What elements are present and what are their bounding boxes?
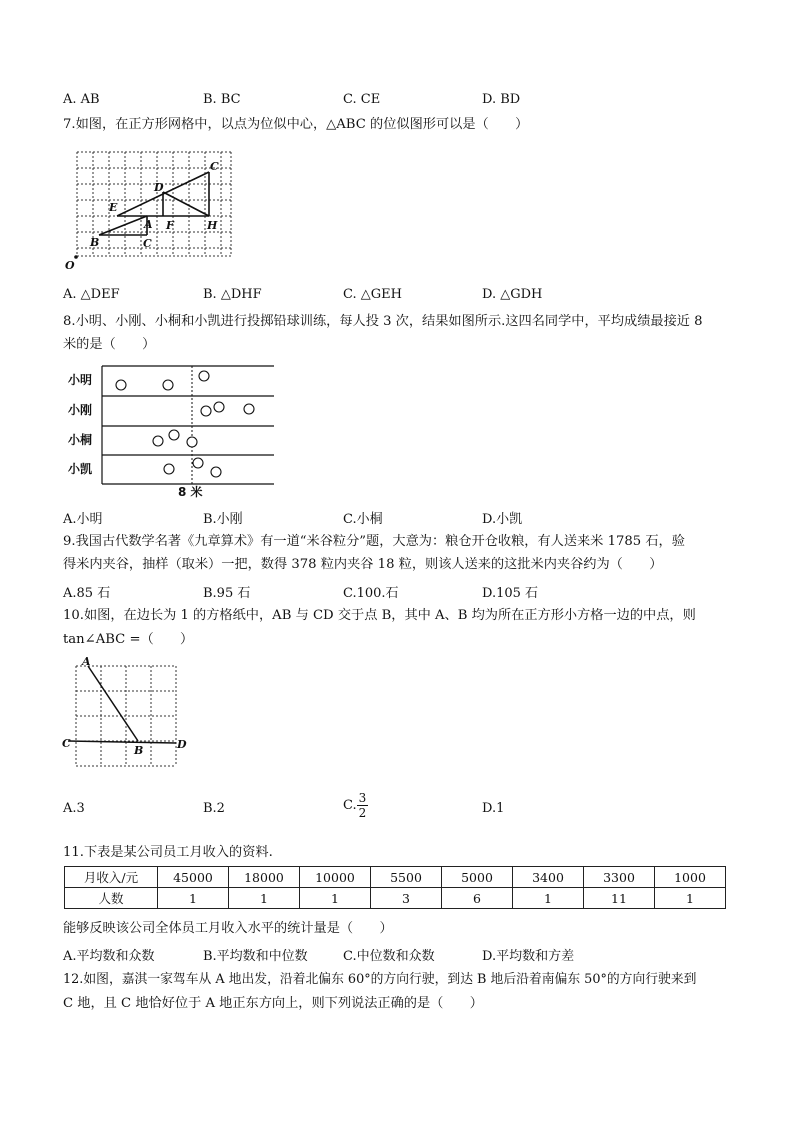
q8-throw-mark (153, 436, 163, 446)
q8-option-a[interactable]: A.小明 (63, 512, 103, 527)
table-row (65, 867, 726, 888)
q11-option-d[interactable]: D.平均数和方差 (482, 949, 575, 964)
q9-option-c[interactable]: C.100.石 (343, 586, 399, 601)
table-cell: 5000 (442, 867, 513, 888)
q10-label-a: A (82, 656, 91, 668)
q7-label-f: F (166, 219, 174, 232)
q9-option-a[interactable]: A.85 石 (63, 586, 111, 601)
table-header-count: 人数 (65, 888, 158, 909)
q10-stem-line2: tan∠ABC =（ ） (63, 632, 194, 647)
q8-throw-mark (163, 380, 173, 390)
q9-option-b[interactable]: B.95 石 (203, 586, 251, 601)
q8-throw-mark (116, 380, 126, 390)
q10-label-b: B (134, 744, 144, 757)
q6-option-b[interactable]: B. BC (203, 92, 241, 107)
q7-option-b[interactable]: B. △DHF (203, 287, 262, 302)
table-cell: 3400 (513, 867, 584, 888)
q8-option-d[interactable]: D.小凯 (482, 512, 523, 527)
q8-row-label-xiaoming: 小明 (68, 373, 93, 387)
q8-throw-mark (201, 406, 211, 416)
q7-option-c[interactable]: C. △GEH (343, 287, 402, 302)
q11-income-table (64, 866, 726, 909)
q8-throw-mark (164, 464, 174, 474)
q10-option-d[interactable]: D.1 (482, 801, 505, 816)
q11-option-b[interactable]: B.平均数和中位数 (203, 949, 308, 964)
q8-row-label-xiaokai: 小凯 (68, 462, 93, 476)
q8-throw-mark (244, 404, 254, 414)
q11-question: 能够反映该公司全体员工月收入水平的统计量是（ ） (63, 921, 393, 936)
q10-label-c: C (62, 737, 71, 750)
q7-label-c-top: C (210, 160, 219, 173)
q8-throw-mark (199, 371, 209, 381)
table-cell: 1 (229, 888, 300, 909)
table-cell: 1 (158, 888, 229, 909)
table-cell: 5500 (371, 867, 442, 888)
q12-stem-line2: C 地，且 C 地恰好位于 A 地正东方向上，则下列说法正确的是（ ） (63, 996, 483, 1011)
q11-option-c[interactable]: C.中位数和众数 (343, 949, 435, 964)
fraction-numerator: 3 (358, 791, 367, 805)
q6-option-c[interactable]: C. CE (343, 92, 381, 107)
q8-throw-mark (211, 467, 221, 477)
table-cell: 1000 (655, 867, 726, 888)
q10-option-b[interactable]: B.2 (203, 801, 225, 816)
q7-label-e: E (109, 201, 118, 214)
table-cell: 1 (655, 888, 726, 909)
q11-stem: 11.下表是某公司员工月收入的资料. (63, 845, 273, 860)
q8-throw-mark (193, 458, 203, 468)
table-row (65, 888, 726, 909)
q7-label-h: H (207, 219, 218, 232)
q11-option-a[interactable]: A.平均数和众数 (63, 949, 155, 964)
q8-row-label-xiaogang: 小刚 (68, 403, 93, 417)
q7-option-a[interactable]: A. △DEF (63, 287, 120, 302)
q10-option-c[interactable] (343, 791, 368, 820)
q10-grid-figure (62, 656, 192, 776)
q7-label-a: A (144, 218, 153, 231)
q10-option-a[interactable]: A.3 (63, 801, 85, 816)
q9-option-d[interactable]: D.105 石 (482, 586, 539, 601)
q8-throw-mark (187, 437, 197, 447)
q8-option-c[interactable]: C.小桐 (343, 512, 383, 527)
q10-label-d: D (177, 738, 187, 751)
table-cell: 1 (300, 888, 371, 909)
q9-stem-line1: 9.我国古代数学名著《九章算术》有一道“米谷粒分”题，大意为：粮仓开仓收粮，有人送来米 1785 石，验 (63, 534, 685, 549)
q9-stem-line2: 得米内夹谷，抽样（取米）一把，数得 378 粒内夹谷 18 粒，则该人送来的这批米内夹谷约为（ ） (63, 557, 663, 572)
table-header-income: 月收入/元 (65, 867, 158, 888)
q10-option-c-fraction (357, 791, 369, 820)
table-cell: 10000 (300, 867, 371, 888)
fraction-denominator: 2 (358, 806, 367, 820)
q6-option-a[interactable]: A. AB (63, 92, 100, 107)
q8-throw-mark (169, 430, 179, 440)
table-cell: 3300 (584, 867, 655, 888)
q7-label-c-bottom: C (143, 237, 152, 250)
q6-option-d[interactable]: D. BD (482, 92, 521, 107)
table-cell: 45000 (158, 867, 229, 888)
q8-row-label-xiaotong: 小桐 (68, 433, 93, 447)
q7-option-d[interactable]: D. △GDH (482, 287, 543, 302)
q7-grid-figure (62, 148, 237, 273)
q7-label-b: B (90, 236, 100, 249)
q7-stem: 7.如图，在正方形网格中，以点为位似中心，△ABC 的位似图形可以是（ ） (63, 117, 529, 132)
q12-stem-line1: 12.如图，嘉淇一家驾车从 A 地出发，沿着北偏东 60°的方向行驶，到达 B 地后沿着南偏东 50°的方向行驶来到 (63, 972, 697, 987)
table-cell: 6 (442, 888, 513, 909)
q8-option-b[interactable]: B.小刚 (203, 512, 243, 527)
q8-stem-line1: 8.小明、小刚、小桐和小凯进行投掷铅球训练，每人投 3 次，结果如图所示.这四名同学中，平均成绩最接近 8 (63, 314, 703, 329)
table-cell: 18000 (229, 867, 300, 888)
q10-stem-line1: 10.如图，在边长为 1 的方格纸中，AB 与 CD 交于点 B，其中 A、B 均为所在正方形小方格一边的中点，则 (63, 608, 696, 623)
q10-option-c-prefix: C. (343, 798, 357, 813)
q8-axis-label: 8 米 (178, 485, 203, 499)
q8-dot-chart (64, 362, 278, 500)
q7-label-o: O (65, 259, 75, 272)
table-cell: 11 (584, 888, 655, 909)
q7-label-d: D (154, 181, 164, 194)
q8-throw-mark (214, 402, 224, 412)
table-cell: 3 (371, 888, 442, 909)
table-cell: 1 (513, 888, 584, 909)
q8-stem-line2: 米的是（ ） (63, 337, 156, 352)
